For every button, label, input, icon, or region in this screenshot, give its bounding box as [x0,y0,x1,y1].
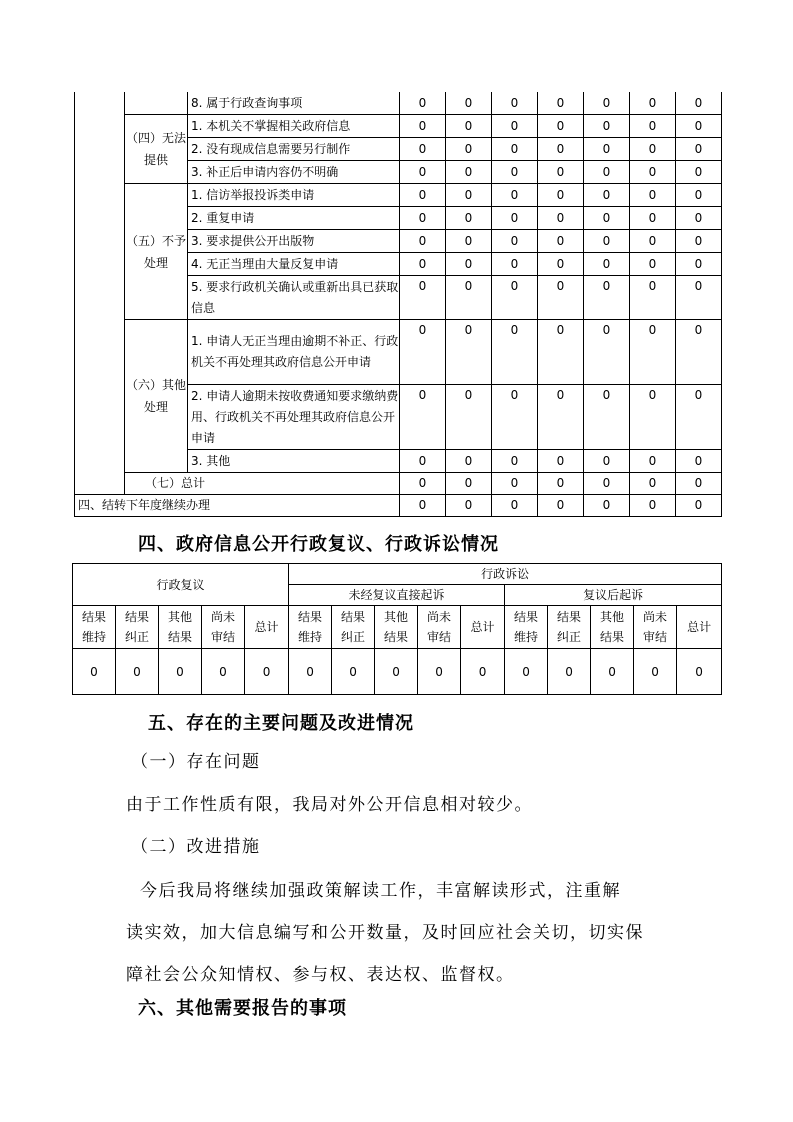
value-cell: 0 [584,253,630,276]
value-cell: 0 [538,253,584,276]
value-cell: 0 [630,473,676,495]
row-label: 4. 无正当理由大量反复申请 [188,253,400,276]
value-cell: 0 [446,473,492,495]
value-cell: 0 [492,450,538,473]
sub-header-cell: 总计 [677,606,722,649]
admin-litigation-header: 行政诉讼 [289,564,722,585]
sub2-heading: （二）改进措施 [131,837,261,857]
sub1-text: 由于工作性质有限，我局对外公开信息相对较少。 [126,795,533,815]
value-cell: 0 [538,184,584,207]
value-cell: 0 [538,473,584,495]
value-cell: 0 [202,649,245,695]
sub2-text-line-2: 读实效，加大信息编写和公开数量，及时回应社会关切，切实保 [126,923,644,943]
value-cell: 0 [584,207,630,230]
value-cell: 0 [400,320,446,385]
value-cell: 0 [584,184,630,207]
sub-header-cell: 尚未审结 [634,606,677,649]
review-litigation-table [72,563,722,695]
section-4-heading: 四、政府信息公开行政复议、行政诉讼情况 [138,534,499,555]
row-label: 3. 补正后申请内容仍不明确 [188,161,400,184]
value-cell: 0 [584,115,630,138]
value-cell: 0 [400,184,446,207]
value-cell: 0 [584,138,630,161]
value-cell: 0 [375,649,418,695]
value-cell: 0 [332,649,375,695]
table-row [75,184,722,207]
value-cell: 0 [492,161,538,184]
row-label: 1. 信访举报投诉类申请 [188,184,400,207]
row-label: 1. 本机关不掌握相关政府信息 [188,115,400,138]
row-label: 5. 要求行政机关确认或重新出具已获取信息 [188,276,400,320]
sub-header-cell: 结果纠正 [116,606,159,649]
sub-header-cell: 结果维持 [505,606,548,649]
section-5-heading: 五、存在的主要问题及改进情况 [148,713,414,734]
value-cell: 0 [584,230,630,253]
admin-review-header: 行政复议 [73,564,289,606]
value-cell: 0 [630,184,676,207]
direct-suit-header: 未经复议直接起诉 [289,585,505,606]
row-label: 3. 其他 [188,450,400,473]
sub2-text-line-3: 障社会公众知情权、参与权、表达权、监督权。 [126,965,515,985]
table-row [75,92,722,115]
value-cell: 0 [630,495,676,517]
sub-header-cell: 其他结果 [375,606,418,649]
value-cell: 0 [630,161,676,184]
value-cell: 0 [400,253,446,276]
category-cell: （五）不予处理 [125,184,188,320]
value-cell: 0 [400,92,446,115]
after-review-suit-header: 复议后起诉 [505,585,722,606]
value-cell: 0 [446,276,492,320]
value-cell: 0 [630,138,676,161]
value-cell: 0 [492,230,538,253]
value-cell: 0 [584,92,630,115]
value-cell: 0 [492,207,538,230]
value-cell: 0 [492,115,538,138]
category-cell: （四）无法提供 [125,115,188,184]
value-cell: 0 [584,473,630,495]
value-cell: 0 [676,320,722,385]
sub-header-cell: 结果维持 [73,606,116,649]
value-cell: 0 [538,207,584,230]
value-cell: 0 [676,253,722,276]
sub2-text-line-1: 今后我局将继续加强政策解读工作，丰富解读形式，注重解 [140,881,621,901]
value-cell: 0 [630,230,676,253]
value-cell: 0 [630,253,676,276]
value-cell: 0 [676,115,722,138]
value-cell: 0 [446,92,492,115]
value-cell: 0 [492,276,538,320]
value-cell: 0 [492,320,538,385]
value-cell: 0 [676,230,722,253]
value-cell: 0 [630,115,676,138]
value-cell: 0 [538,385,584,450]
value-cell: 0 [676,385,722,450]
row-label: 8. 属于行政查询事项 [188,92,400,115]
value-cell: 0 [677,649,722,695]
value-cell: 0 [400,230,446,253]
value-cell: 0 [676,207,722,230]
value-cell: 0 [538,161,584,184]
value-cell: 0 [630,207,676,230]
value-cell: 0 [538,276,584,320]
value-cell: 0 [538,495,584,517]
value-cell: 0 [630,450,676,473]
value-cell: 0 [676,138,722,161]
value-cell: 0 [400,161,446,184]
value-cell: 0 [538,92,584,115]
sub-header-cell: 结果纠正 [548,606,591,649]
value-cell: 0 [584,385,630,450]
value-cell: 0 [446,253,492,276]
outer-blank-cell [75,92,125,495]
value-cell: 0 [446,138,492,161]
value-cell: 0 [400,473,446,495]
row-label: 3. 要求提供公开出版物 [188,230,400,253]
value-cell: 0 [676,450,722,473]
total-row [75,473,722,495]
sub-header-cell: 尚未审结 [418,606,461,649]
sub-header-cell: 总计 [245,606,289,649]
value-cell: 0 [400,115,446,138]
value-cell: 0 [245,649,289,695]
category-cell [125,92,188,115]
value-cell: 0 [446,207,492,230]
value-cell: 0 [630,385,676,450]
sub-header-cell: 尚未审结 [202,606,245,649]
value-cell: 0 [538,230,584,253]
value-cell: 0 [461,649,505,695]
sub-header-cell: 总计 [461,606,505,649]
carry-label: 四、结转下年度继续办理 [75,495,400,517]
value-cell: 0 [492,473,538,495]
value-cell: 0 [492,253,538,276]
value-cell: 0 [634,649,677,695]
row-label: 2. 重复申请 [188,207,400,230]
value-cell: 0 [676,276,722,320]
value-cell: 0 [630,320,676,385]
carry-row [75,495,722,517]
value-cell: 0 [446,161,492,184]
value-cell: 0 [584,276,630,320]
sub-header-cell: 其他结果 [159,606,202,649]
value-cell: 0 [289,649,332,695]
table-row [75,320,722,385]
disclosure-stats-table [74,92,722,517]
value-cell: 0 [400,138,446,161]
sub1-heading: （一）存在问题 [131,752,261,772]
value-cell: 0 [538,320,584,385]
value-cell: 0 [538,450,584,473]
value-cell: 0 [400,450,446,473]
total-label: （七）总计 [125,473,400,495]
value-cell: 0 [400,207,446,230]
sub-header-cell: 其他结果 [591,606,634,649]
value-cell: 0 [73,649,116,695]
value-cell: 0 [584,161,630,184]
category-cell: （六）其他处理 [125,320,188,473]
section-6-heading: 六、其他需要报告的事项 [138,998,347,1019]
table-row [75,115,722,138]
sub-header-cell: 结果维持 [289,606,332,649]
row-label: 2. 申请人逾期未按收费通知要求缴纳费用、行政机关不再处理其政府信息公开申请 [188,385,400,450]
sub-header-cell: 结果纠正 [332,606,375,649]
value-cell: 0 [505,649,548,695]
value-cell: 0 [676,161,722,184]
value-cell: 0 [538,138,584,161]
value-cell: 0 [400,495,446,517]
value-cell: 0 [418,649,461,695]
row-label: 1. 申请人无正当理由逾期不补正、行政机关不再处理其政府信息公开申请 [188,320,400,385]
value-cell: 0 [492,385,538,450]
value-cell: 0 [446,495,492,517]
value-cell: 0 [446,320,492,385]
value-cell: 0 [584,320,630,385]
value-cell: 0 [446,385,492,450]
value-cell: 0 [630,92,676,115]
value-cell: 0 [116,649,159,695]
value-cell: 0 [492,495,538,517]
value-cell: 0 [584,495,630,517]
value-cell: 0 [400,385,446,450]
value-cell: 0 [630,276,676,320]
value-cell: 0 [492,138,538,161]
value-cell: 0 [676,184,722,207]
value-cell: 0 [676,495,722,517]
value-cell: 0 [584,450,630,473]
value-cell: 0 [676,92,722,115]
value-cell: 0 [492,92,538,115]
value-cell: 0 [159,649,202,695]
value-cell: 0 [676,473,722,495]
row-label: 2. 没有现成信息需要另行制作 [188,138,400,161]
value-cell: 0 [591,649,634,695]
value-cell: 0 [548,649,591,695]
value-cell: 0 [446,450,492,473]
value-cell: 0 [446,184,492,207]
value-cell: 0 [492,184,538,207]
value-cell: 0 [446,230,492,253]
value-cell: 0 [400,276,446,320]
value-cell: 0 [538,115,584,138]
value-cell: 0 [446,115,492,138]
